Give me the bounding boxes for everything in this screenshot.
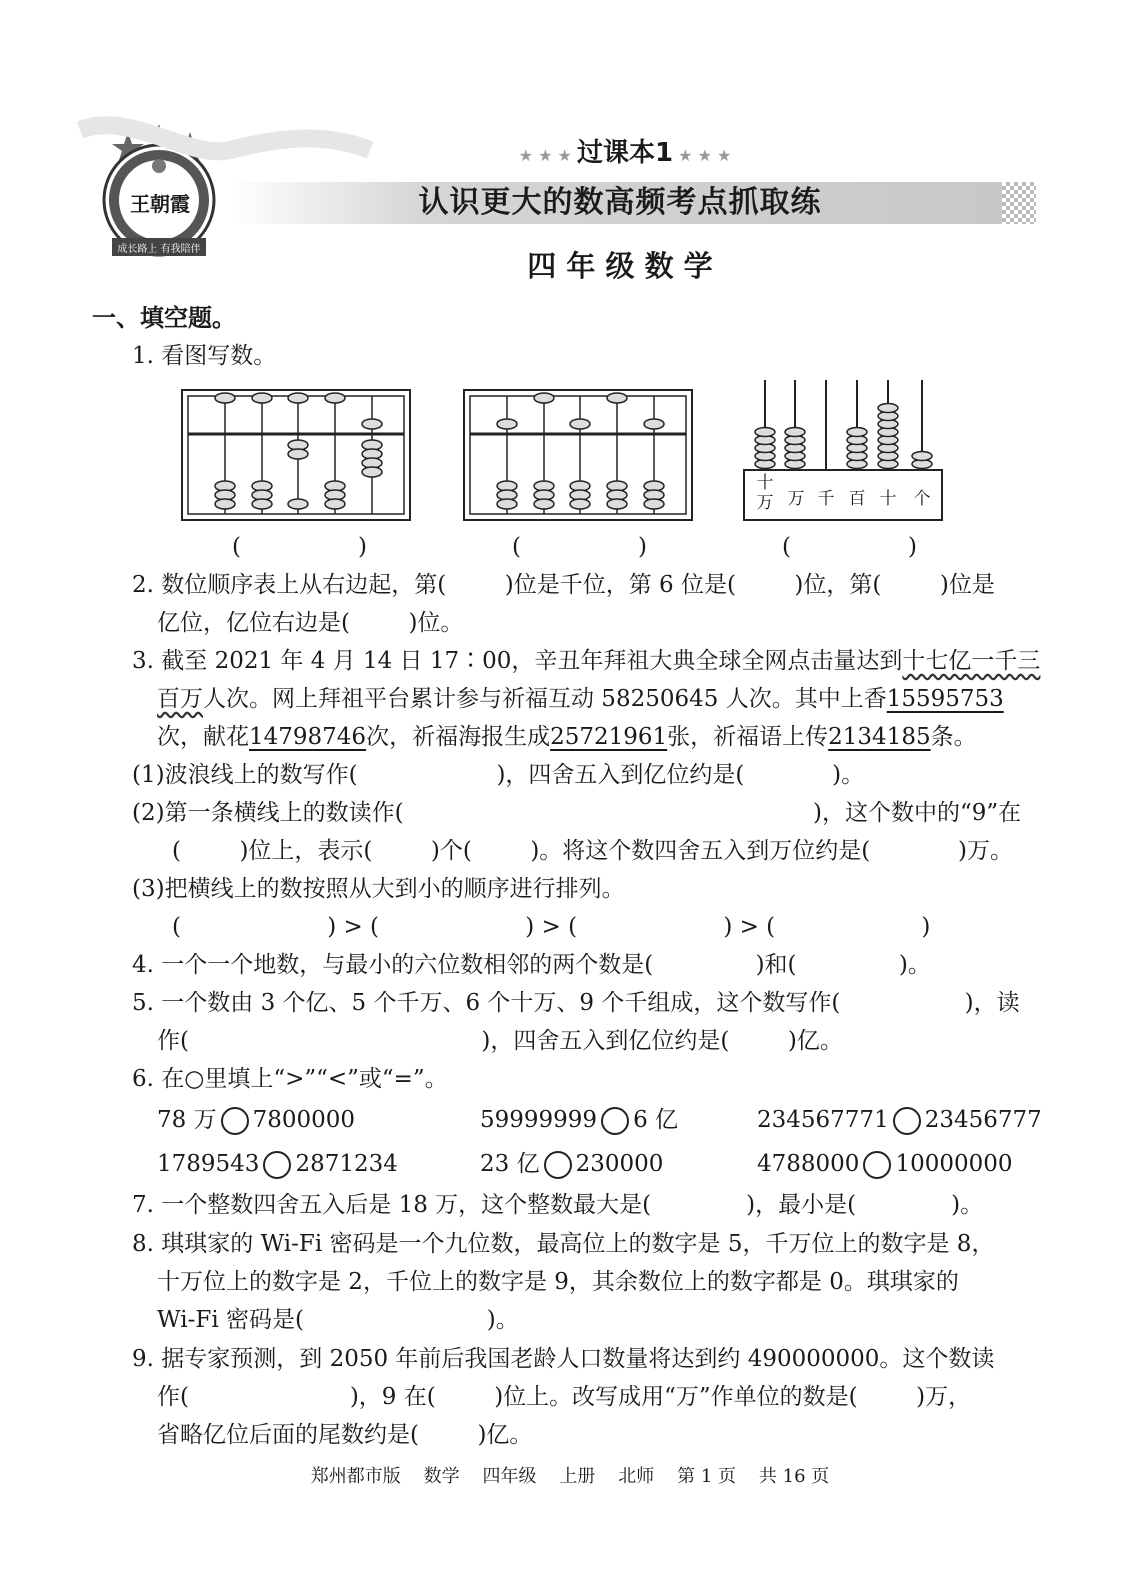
q3-line1-text: 3. 截至 2021 年 4 月 14 日 17∶00，辛丑年拜祖大典全球全网点击量达到	[132, 648, 903, 674]
page-title: 认识更大的数高频考点抓取练	[418, 185, 822, 220]
q6-pair-5-left: 23 亿	[480, 1151, 540, 1177]
q6-pair-5-right: 230000	[575, 1151, 664, 1177]
q6-pair-4-right: 2871234	[295, 1151, 398, 1177]
q6-pair-2	[480, 1105, 678, 1135]
q5-line2: 作( )，四舍五入到亿位约是( )亿。	[157, 1028, 843, 1054]
series-badge	[500, 132, 750, 169]
compare-circle[interactable]	[221, 1107, 249, 1135]
q6-pair-2-left: 59999999	[480, 1107, 598, 1133]
q3-line3-a: 次，献花	[157, 724, 249, 750]
q3-line2-text: 人次。网上拜祖平台累计参与祈福互动 58250645 人次。其中上香	[203, 686, 887, 712]
q9-line2: 作( )，9 在( )位上。改写成用“万”作单位的数是( )万，	[157, 1384, 972, 1410]
q3-line3-d: 条。	[930, 724, 977, 750]
q3-line3	[157, 722, 977, 752]
q6-pair-5	[480, 1149, 663, 1179]
abacus3-label-ge: 个	[913, 489, 931, 509]
q7-text: 7. 一个整数四舍五入后是 18 万，这个整数最大是( )，最小是( )。	[132, 1192, 984, 1218]
q3-sub3-line2[interactable]: ( ) > ( ) > ( ) > ( )	[172, 914, 931, 940]
abacus-2-icon	[462, 388, 694, 522]
q2-line1: 2. 数位顺序表上从右边起，第( )位是千位，第 6 位是( )位，第( )位是	[132, 572, 995, 598]
q2-line2: 亿位，亿位右边是( )位。	[157, 610, 464, 636]
q1-answer-2[interactable]: ( )	[512, 534, 647, 560]
q6-pair-6-left: 4788000	[757, 1151, 860, 1177]
q6-pair-6-right: 10000000	[895, 1151, 1013, 1177]
q3-wavy-number-part1: 十七亿一千三	[902, 648, 1041, 674]
q6-pair-3-right: 23456777	[924, 1107, 1042, 1133]
q4-text: 4. 一个一个地数，与最小的六位数相邻的两个数是( )和( )。	[132, 952, 931, 978]
abacus3-label-0: 十万	[756, 473, 774, 513]
series-title: 过课本1	[576, 138, 674, 168]
page-footer: 郑州都市版 数学 四年级 上册 北师 第 1 页 共 16 页	[310, 1466, 830, 1487]
abacus3-label-shi: 十	[879, 489, 897, 509]
q3-line3-b: 次，祈福海报生成	[366, 724, 551, 750]
q6-pair-1-right: 7800000	[252, 1107, 356, 1133]
q8-line1: 8. 琪琪家的 Wi-Fi 密码是一个九位数，最高位上的数字是 5，千万位上的数字是 8，	[132, 1231, 995, 1257]
abacus-1-icon	[180, 388, 412, 522]
compare-circle[interactable]	[601, 1107, 629, 1135]
q6-pair-3	[757, 1105, 1042, 1135]
q3-incense-number: 15595753	[886, 686, 1004, 712]
compare-circle[interactable]	[893, 1107, 921, 1135]
abacus3-label-bai: 百	[848, 489, 866, 509]
abacus3-label-shiwan	[754, 473, 776, 513]
abacus3-label-qian: 千	[817, 489, 835, 509]
abacus3-label-wan: 万	[787, 489, 805, 509]
q3-line1	[132, 646, 1040, 676]
q1-answer-3[interactable]: ( )	[782, 534, 917, 560]
logo-banner: 成长路上 有我陪伴	[117, 244, 201, 255]
q1-answer-1[interactable]: ( )	[232, 534, 367, 560]
compare-circle[interactable]	[544, 1151, 572, 1179]
q3-wavy-number-part2: 百万	[157, 686, 203, 712]
q1-text: 1. 看图写数。	[132, 343, 277, 369]
q6-pair-2-right: 6 亿	[633, 1107, 679, 1133]
q3-flower-number: 14798746	[249, 724, 367, 750]
compare-circle[interactable]	[863, 1151, 891, 1179]
q6-pair-1-left: 78 万	[157, 1107, 217, 1133]
compare-circle[interactable]	[263, 1151, 291, 1179]
q3-line2	[157, 684, 1004, 714]
q5-line1: 5. 一个数由 3 个亿、5 个千万、6 个十万、9 个千组成，这个数写作( )，读	[132, 990, 1020, 1016]
q3-sub2-line1: (2)第一条横线上的数读作( )，这个数中的“9”在	[132, 800, 1022, 826]
q3-poster-number: 25721961	[550, 724, 668, 750]
stars-left-icon: ★ ★ ★	[518, 146, 577, 165]
q3-message-number: 2134185	[828, 724, 931, 750]
q3-sub2-line2: ( )位上，表示( )个( )。将这个数四舍五入到万位约是( )万。	[172, 838, 1013, 864]
q6-pair-4	[157, 1149, 398, 1179]
q6-pair-1	[157, 1105, 355, 1135]
q3-line3-c: 张，祈福语上传	[667, 724, 829, 750]
q3-sub1: (1)波浪线上的数写作( )，四舍五入到亿位约是( )。	[132, 762, 865, 788]
q6-pair-6	[757, 1149, 1013, 1179]
q9-line1: 9. 据专家预测，到 2050 年前后我国老龄人口数量将达到约 490000000。这个数读	[132, 1346, 995, 1372]
page-subtitle: 四 年 级 数 学	[527, 249, 713, 283]
q8-line3: Wi-Fi 密码是( )。	[157, 1307, 519, 1333]
section-title: 一、填空题。	[92, 304, 236, 332]
logo-text: 王朝霞	[130, 192, 190, 216]
q3-sub3-line1: (3)把横线上的数按照从大到小的顺序进行排列。	[132, 876, 625, 902]
q6-pair-3-left: 234567771	[757, 1107, 889, 1133]
q9-line3: 省略亿位后面的尾数约是( )亿。	[157, 1422, 533, 1448]
q8-line2: 十万位上的数字是 2，千位上的数字是 9，其余数位上的数字都是 0。琪琪家的	[157, 1269, 959, 1295]
q6-text: 6. 在○里填上“>”“<”或“=”。	[132, 1066, 448, 1092]
stars-right-icon: ★ ★ ★	[678, 146, 732, 165]
q6-pair-4-left: 1789543	[157, 1151, 260, 1177]
